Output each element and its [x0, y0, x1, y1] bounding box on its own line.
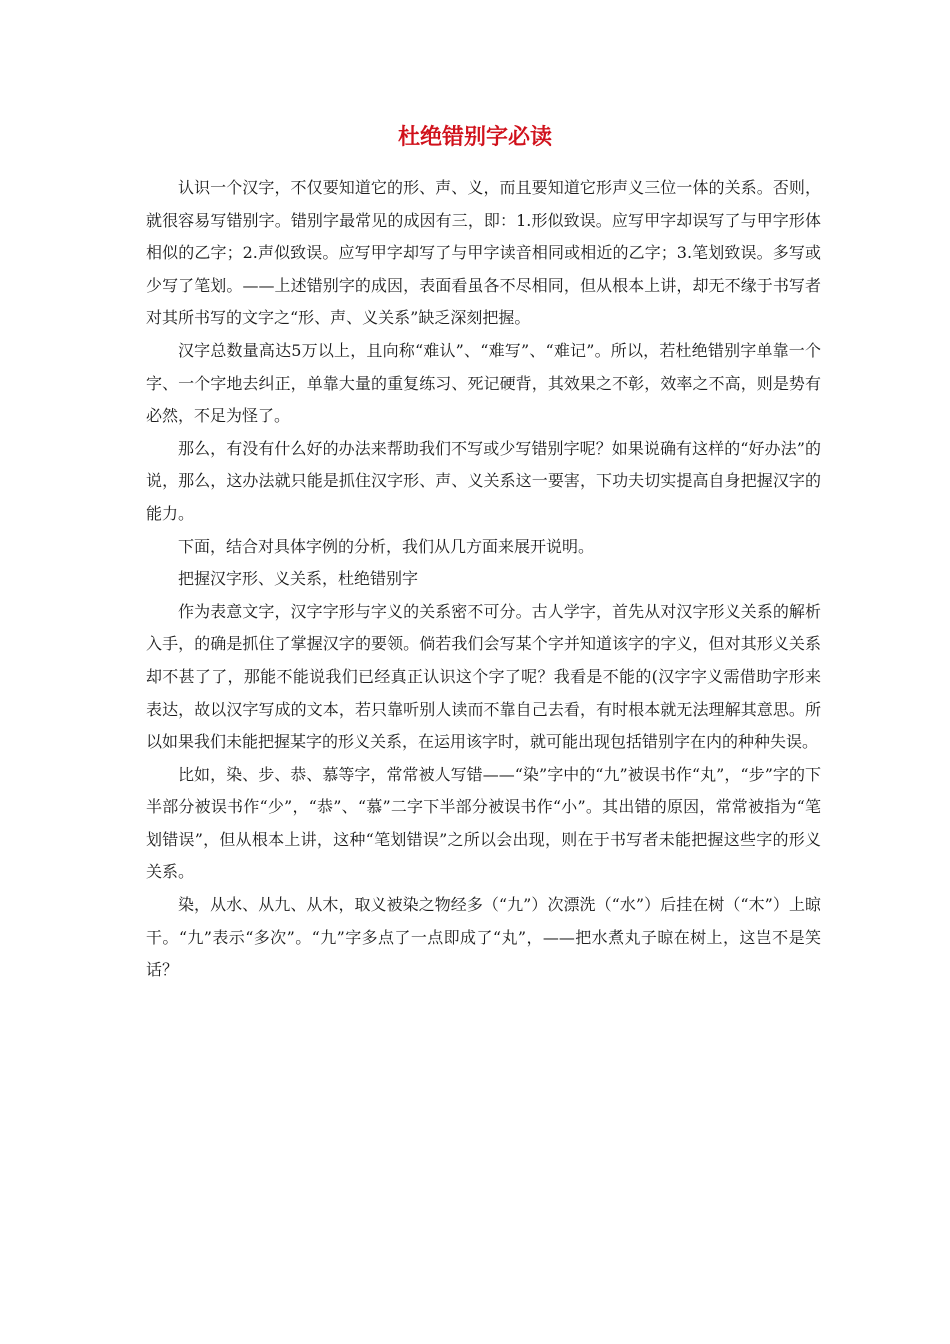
document-title: 杜绝错别字必读 [397, 124, 552, 150]
paragraph: 染，从水、从九、从木，取义被染之物经多（“九”）次漂洗（“水”）后挂在树（“木”）上晾干。“九”表示“多次”。“九”字多点了一点即成了“丸”，——把水煮丸子晾在树上，这岂不是笑话？ [146, 895, 821, 980]
document-body [146, 172, 821, 987]
paragraph: 汉字总数量高达5万以上，且向称“难认”、“难写”、“难记”。所以，若杜绝错别字单靠一个字、一个字地去纠正，单靠大量的重复练习、死记硬背，其效果之不彰，效率之不高，则是势有必然，不足为怪了。 [146, 340, 821, 426]
section-heading: 把握汉字形、义关系，杜绝错别字 [178, 569, 419, 589]
paragraph: 作为表意文字，汉字字形与字义的关系密不可分。古人学字，首先从对汉字形义关系的解析入手，的确是抓住了掌握汉字的要领。倘若我们会写某个字并知道该字的字义，但对其形义关系却不甚了了，那能不能说我们已经真正认识这个字了呢？我看是不能的(汉字字义需借助字形来表达，故以汉字写成的文本，若只靠听别人读而不靠自己去看，有时根本就无法理解其意思。所以如果我们未能把握某字的形义关系，在运用该字时，就可能出现包括错别字在内的种种失误。 [146, 601, 821, 752]
paragraph: 那么，有没有什么好的办法来帮助我们不写或少写错别字呢？如果说确有这样的“好办法”的说，那么，这办法就只能是抓住汉字形、声、义关系这一要害，下功夫切实提高自身把握汉字的能力。 [146, 438, 821, 523]
paragraph: 下面，结合对具体字例的分析，我们从几方面来展开说明。 [178, 536, 595, 556]
paragraph: 比如，染、步、恭、慕等字，常常被人写错——“染”字中的“九”被误书作“丸”，“步”字的下半部分被误书作“少”，“恭”、“慕”二字下半部分被误书作“小”。其出错的原因，常常被指为“笔划错误”，但从根本上讲，这种“笔划错误”之所以会出现，则在于书写者未能把握这些字的形义关系。 [146, 764, 821, 882]
paragraph: 认识一个汉字，不仅要知道它的形、声、义，而且要知道它形声义三位一体的关系。否则，就很容易写错别字。错别字最常见的成因有三，即：1.形似致误。应写甲字却误写了与甲字形体相似的乙字；2.声似致误。应写甲字却写了与甲字读音相同或相近的乙字；3.笔划致误。多写或少写了笔划。——上述错别字的成因，表面看虽各不尽相同，但从根本上讲，却无不缘于书写者对其所书写的文字之“形、声、义关系”缺乏深刻把握。 [146, 178, 821, 328]
